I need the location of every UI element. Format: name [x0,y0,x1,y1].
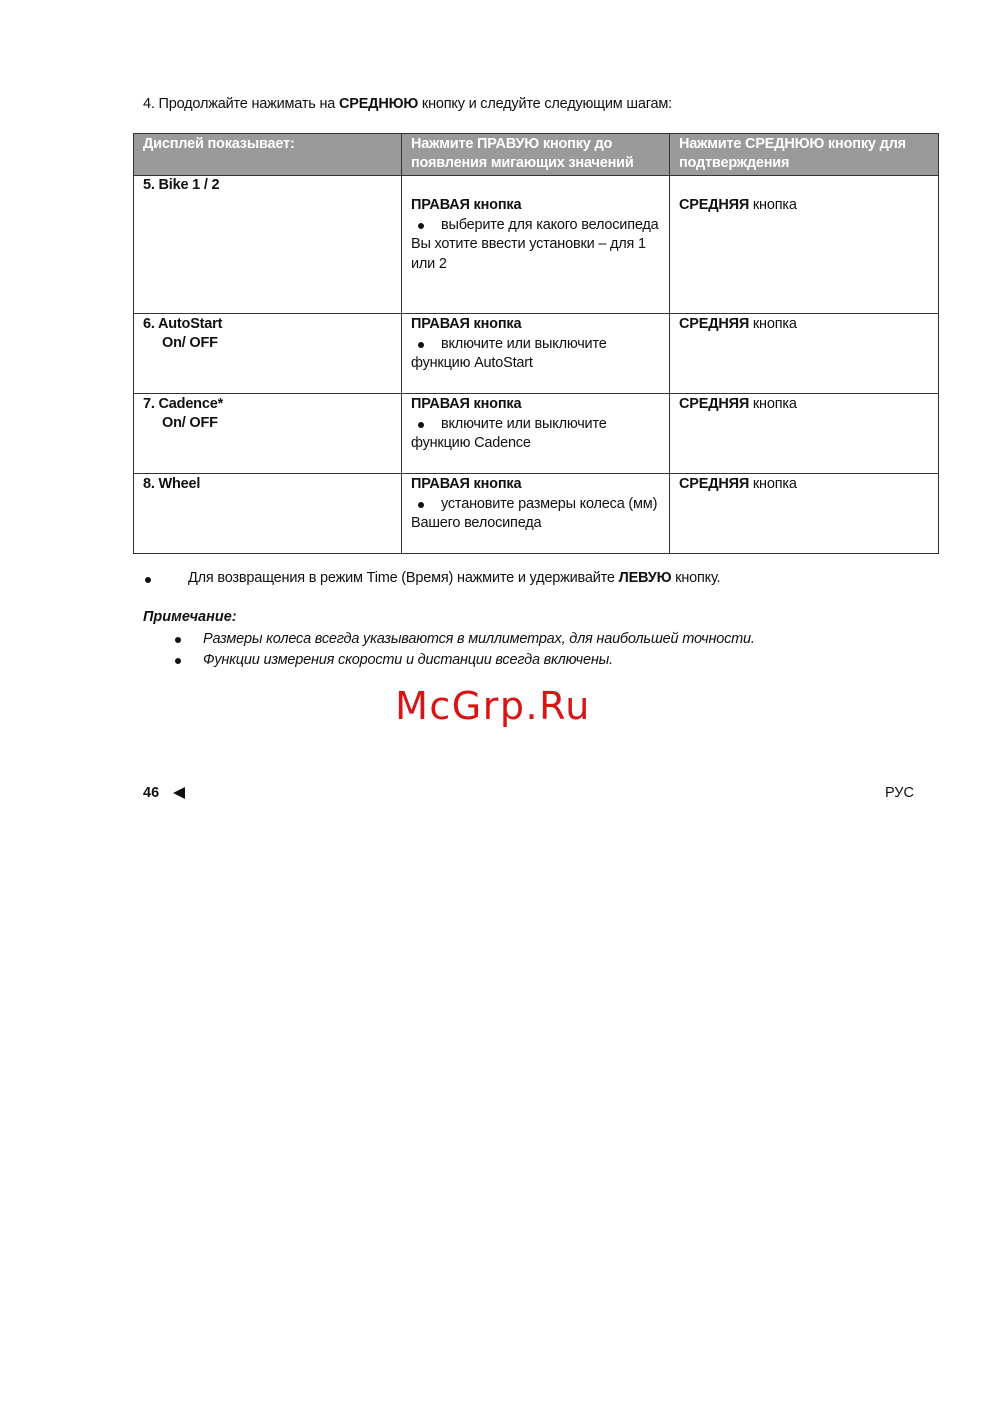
return-instruction [143,570,720,586]
action-continuation: функцию Cadence [411,435,531,451]
display-cell [134,394,402,474]
note-text: Размеры колеса всегда указываются в миллиметрах, для наибольшей точности. [203,631,755,647]
action-bullet: выберите для какого велосипеда [411,216,660,236]
confirm-rest: кнопка [749,476,797,492]
display-sub: On/ OFF [162,335,218,351]
return-prefix: Для возвращения в режим Time (Время) нажмите и удерживайте [188,570,619,586]
confirm-rest: кнопка [749,197,797,213]
action-bullet: включите или выключите [411,335,660,355]
intro-suffix: кнопку и следуйте следующим шагам: [418,96,672,112]
action-bullet: включите или выключите [411,415,660,435]
list-item [173,650,755,671]
return-bold: ЛЕВУЮ [618,570,672,586]
display-main: 6. AutoStart [143,316,223,332]
settings-steps-table [133,133,939,554]
display-cell [134,474,402,554]
arrow-left-icon [173,787,185,799]
list-item [173,629,755,650]
confirm-cell [670,474,939,554]
confirm-rest: кнопка [749,396,797,412]
language-label: РУС [884,785,914,801]
watermark: McGrp.Ru [395,684,591,728]
action-cell [402,394,670,474]
action-continuation: Вы хотите ввести установки – для 1 или 2 [411,236,646,272]
header-display: Дисплей показывает: [134,134,402,176]
action-continuation: Вашего велосипеда [411,515,542,531]
action-bullet: установите размеры колеса (мм) [411,495,660,515]
bullet-icon [145,577,151,583]
confirm-bold: СРЕДНЯЯ [679,316,750,332]
note-text: Функции измерения скорости и дистанции всегда включены. [203,652,613,668]
table-header-row [134,134,939,176]
bullet-icon [175,637,181,643]
note-title: Примечание: [143,609,237,625]
return-suffix: кнопку. [671,570,721,586]
confirm-cell [670,394,939,474]
confirm-bold: СРЕДНЯЯ [679,396,750,412]
confirm-cell [670,314,939,394]
display-main: 5. Bike 1 / 2 [143,177,220,193]
header-right-button: Нажмите ПРАВУЮ кнопку до появления мигающих значений [402,134,670,176]
page-footer-left [143,785,185,801]
table-row [134,314,939,394]
action-cell [402,176,670,314]
header-middle-button: Нажмите СРЕДНЮЮ кнопку для подтверждения [670,134,939,176]
intro-text [143,96,672,112]
action-label: ПРАВАЯ кнопка [411,197,522,213]
intro-prefix: 4. Продолжайте нажимать на [143,96,339,112]
display-main: 8. Wheel [143,476,201,492]
action-label: ПРАВАЯ кнопка [411,396,522,412]
table-row [134,394,939,474]
action-label: ПРАВАЯ кнопка [411,476,522,492]
confirm-cell [670,176,939,314]
confirm-rest: кнопка [749,316,797,332]
action-continuation: функцию AutoStart [411,355,533,371]
note-list [173,629,755,671]
action-label: ПРАВАЯ кнопка [411,316,522,332]
action-cell [402,474,670,554]
intro-bold: СРЕДНЮЮ [338,96,419,112]
table-row [134,176,939,314]
display-cell [134,176,402,314]
display-cell [134,314,402,394]
display-sub: On/ OFF [162,415,218,431]
confirm-bold: СРЕДНЯЯ [679,197,750,213]
table-row [134,474,939,554]
confirm-bold: СРЕДНЯЯ [679,476,750,492]
bullet-icon [175,658,181,664]
action-cell [402,314,670,394]
page-number: 46 [143,785,160,801]
display-main: 7. Cadence* [143,396,224,412]
